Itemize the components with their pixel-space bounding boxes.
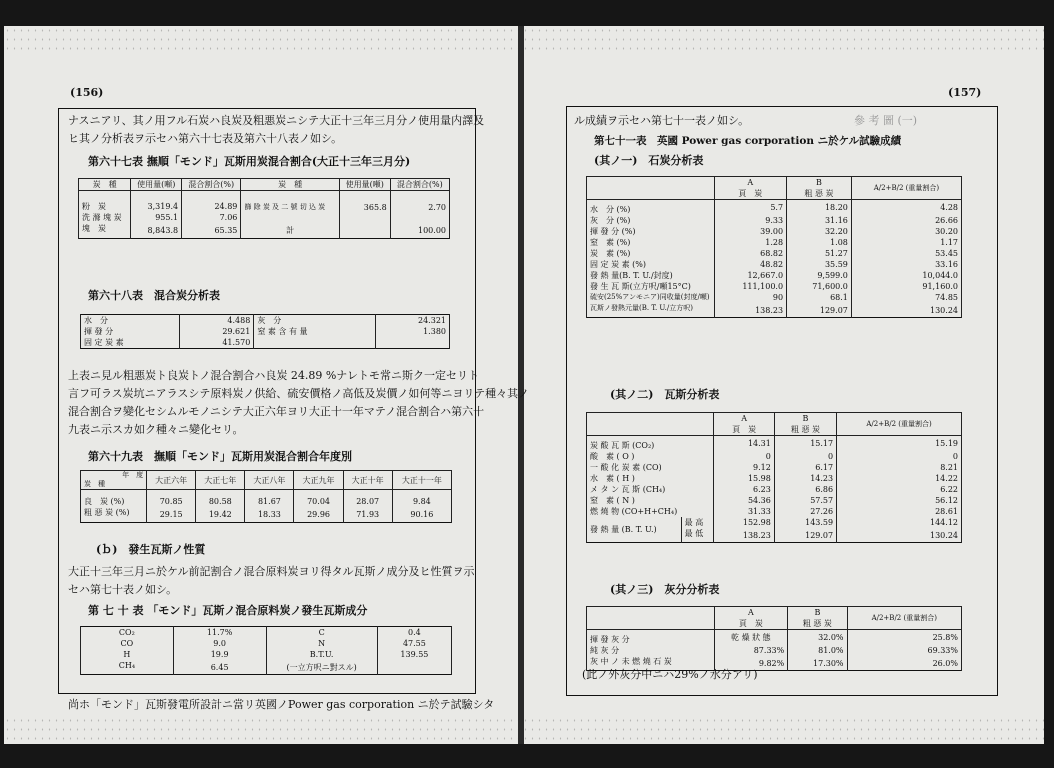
b-line-2: セハ第七十表ノ如シ。 <box>68 583 178 596</box>
t711-cell: 129.07 <box>787 303 852 318</box>
t711-label: 揮 發 分 (%) <box>587 226 715 237</box>
t711-cell: 71,600.0 <box>787 281 852 292</box>
table-69 <box>80 470 452 523</box>
t69-cell: 70.04 <box>294 490 343 508</box>
right-note: (此ノ外灰分中ニハ29%ノ水分アリ) <box>582 668 758 681</box>
t711-cell: 33.16 <box>851 259 961 270</box>
t712-header-ab: A/2+B/2 (重量割合) <box>837 413 962 436</box>
t711-cell: 138.23 <box>714 303 787 318</box>
t70-cell: N <box>266 638 377 649</box>
t712-header-b: B 粗 惡 炭 <box>774 413 836 436</box>
t712-cell: 28.61 <box>837 506 962 517</box>
t712-cell: 8.21 <box>837 462 962 473</box>
t712-heat-min-label: 最 低 <box>681 528 714 543</box>
table68-title: 第六十八表 混合炭分析表 <box>88 289 220 302</box>
t711-header-ab: A/2+B/2 (重量割合) <box>851 177 961 200</box>
t67-header: 使用量(噸) <box>131 179 182 191</box>
t711-cell: 4.28 <box>851 200 961 216</box>
t70-cell <box>377 660 451 675</box>
t711-label: 發 熱 量(B. T. U./封度) <box>587 270 715 281</box>
t70-cell: 47.55 <box>377 638 451 649</box>
t67-cell: 塊 炭 <box>79 223 131 239</box>
section-b-heading: (ｂ) 發生瓦斯ノ性質 <box>96 543 206 556</box>
t67-cell: 3,319.4 <box>131 191 182 213</box>
t713-label: 純 灰 分 <box>587 645 715 656</box>
t711-cell: 12,667.0 <box>714 270 787 281</box>
table-68 <box>80 314 450 349</box>
table71-2-title: (其ノ二) 瓦斯分析表 <box>610 388 720 401</box>
table71-3-title: (其ノ三) 灰分分析表 <box>610 583 720 596</box>
t711-cell: 31.16 <box>787 215 852 226</box>
t712-cell: 0 <box>714 451 774 462</box>
t712-label: メ タ ン 瓦 斯 (CH₄) <box>587 484 714 495</box>
right-top-line: ル成績ヲ示セハ第七十一表ノ如シ。 <box>574 114 750 127</box>
t711-header-b: B 粗 惡 炭 <box>787 177 852 200</box>
t712-heat-max-label: 最 高 <box>681 517 714 528</box>
t69-cell: 71.93 <box>343 507 392 523</box>
t712-cell: 54.36 <box>714 495 774 506</box>
t70-cell: H <box>81 649 174 660</box>
table70-title: 第 七 十 表 「モンド」瓦斯ノ混合原料炭ノ發生瓦斯成分 <box>88 604 368 617</box>
t67-cell: 100.00 <box>390 223 449 239</box>
t69-cell: 80.58 <box>196 490 245 508</box>
t711-cell: 9.33 <box>714 215 787 226</box>
t711-cell: 1.17 <box>851 237 961 248</box>
t712-cell: 6.17 <box>774 462 836 473</box>
t712-cell: 15.98 <box>714 473 774 484</box>
t68-cell: 24.321 <box>375 315 449 327</box>
t69-year: 大正九年 <box>294 471 343 490</box>
t67-cell: 365.8 <box>339 191 390 224</box>
right-top-faint: 參 考 圖 (一) <box>854 114 918 127</box>
table-70 <box>80 626 452 675</box>
t712-cell: 9.12 <box>714 462 774 473</box>
t712-cell: 143.59 <box>774 517 836 528</box>
t70-cell: 9.0 <box>173 638 266 649</box>
right-page <box>524 26 1044 744</box>
t712-cell: 129.07 <box>774 528 836 543</box>
para-line-3: 混合割合ヲ變化セシムルモノニシテ大正六年ヨリ大正十一年マテノ混合割合ハ第六十 <box>68 405 485 418</box>
t70-cell: 139.55 <box>377 649 451 660</box>
t711-cell: 1.08 <box>787 237 852 248</box>
t69-cell: 28.07 <box>343 490 392 508</box>
t69-cell: 90.16 <box>392 507 451 523</box>
t711-cell: 32.20 <box>787 226 852 237</box>
t711-label: 發 生 瓦 斯(立方呎/噸15°C) <box>587 281 715 292</box>
t711-cell: 53.45 <box>851 248 961 259</box>
t711-cell: 39.00 <box>714 226 787 237</box>
t70-cell: CO <box>81 638 174 649</box>
t68-cell: 29.621 <box>180 326 254 337</box>
t69-label: 良 炭 (%) <box>81 490 147 508</box>
table-67 <box>78 178 450 239</box>
t713-cell: 26.0% <box>847 656 961 671</box>
table71-heading: 第七十一表 英國 Power gas corporation ニ於ケル試驗成績 <box>594 135 902 147</box>
intro-line-1: ナスニアリ、其ノ用フル石炭ハ良炭及粗悪炭ニシテ大正十三年三月分ノ使用量内譯及 <box>68 114 485 127</box>
t712-cell: 15.19 <box>837 436 962 452</box>
t70-cell: CO₂ <box>81 627 174 639</box>
t69-cell: 70.85 <box>147 490 196 508</box>
right-page-number: (157) <box>948 86 982 99</box>
t712-cell: 152.98 <box>714 517 774 528</box>
t69-year: 大正八年 <box>245 471 294 490</box>
t712-cell: 27.26 <box>774 506 836 517</box>
t711-cell: 26.66 <box>851 215 961 226</box>
t711-cell: 68.82 <box>714 248 787 259</box>
table-71-3 <box>586 606 962 671</box>
t712-header-a: A 頁 炭 <box>714 413 774 436</box>
para-line-1: 上表ニ見ル粗悪炭ト良炭トノ混合割合ハ良炭 24.89 %ナレトモ常ニ斯ク一定セリト <box>68 369 480 382</box>
t69-cell: 18.33 <box>245 507 294 523</box>
t68-cell: 水 分 <box>81 315 180 327</box>
t68-cell: 4.488 <box>180 315 254 327</box>
t712-label: 燃 燒 物 (CO+H+CH₄) <box>587 506 714 517</box>
t711-cell: 35.59 <box>787 259 852 270</box>
t67-header: 使用量(噸) <box>339 179 390 191</box>
t69-cell: 19.42 <box>196 507 245 523</box>
t70-cell: 19.9 <box>173 649 266 660</box>
t711-header-blank <box>587 177 715 200</box>
t67-header: 炭 種 <box>241 179 340 191</box>
t70-cell: (一立方呎ニ對スル) <box>266 660 377 675</box>
t711-label: 炭 素 (%) <box>587 248 715 259</box>
t67-cell: 洗 滌 塊 炭 <box>79 212 131 223</box>
t69-corner-bottom: 炭 種 <box>84 480 105 488</box>
t712-header-blank <box>587 413 714 436</box>
table69-title: 第六十九表 撫順「モンド」瓦斯用炭混合割合年度別 <box>88 450 352 463</box>
t712-label: 炭 酸 瓦 斯 (CO₂) <box>587 436 714 452</box>
t67-header: 混合割合(%) <box>390 179 449 191</box>
t69-cell: 81.67 <box>245 490 294 508</box>
t713-cell: 87.33% <box>714 645 788 656</box>
t711-cell: 10,044.0 <box>851 270 961 281</box>
t711-cell: 18.20 <box>787 200 852 216</box>
t711-cell: 30.20 <box>851 226 961 237</box>
t712-cell: 130.24 <box>837 528 962 543</box>
t713-cell: 乾 燥 狀 態 <box>714 630 788 646</box>
t69-year: 大正六年 <box>147 471 196 490</box>
t67-cell: 955.1 <box>131 212 182 223</box>
t67-cell: 7.06 <box>182 212 241 223</box>
t713-cell: 81.0% <box>788 645 847 656</box>
t70-cell: 11.7% <box>173 627 266 639</box>
t713-cell: 17.30% <box>788 656 847 671</box>
t68-cell <box>375 337 449 349</box>
t70-cell: CH₄ <box>81 660 174 675</box>
t69-corner <box>81 471 147 490</box>
table71-1-title: (其ノ一) 石炭分析表 <box>594 154 704 167</box>
book-spread <box>4 26 1044 744</box>
t711-label: 固 定 炭 素 (%) <box>587 259 715 270</box>
b-line-1: 大正十三年三月ニ於ケル前記割合ノ混合原料炭ヨリ得タル瓦斯ノ成分及ヒ性質ヲ示 <box>68 565 475 578</box>
t711-cell: 130.24 <box>851 303 961 318</box>
t712-cell: 15.17 <box>774 436 836 452</box>
t67-header: 混合割合(%) <box>182 179 241 191</box>
t712-label: 窒 素 ( N ) <box>587 495 714 506</box>
t713-label: 揮 發 灰 分 <box>587 630 715 646</box>
t68-cell: 灰 分 <box>254 315 375 327</box>
t712-cell: 0 <box>837 451 962 462</box>
t69-label: 粗 惡 炭 (%) <box>81 507 147 523</box>
t712-cell: 0 <box>774 451 836 462</box>
t713-header-a: A 頁 炭 <box>714 607 788 630</box>
t69-cell: 29.96 <box>294 507 343 523</box>
t68-cell: 41.570 <box>180 337 254 349</box>
t713-header-b: B 粗 惡 炭 <box>788 607 847 630</box>
left-page-number: (156) <box>70 86 104 99</box>
t712-heat-label: 發 熱 量 (B. T. U.) <box>587 517 682 543</box>
t711-cell: 74.85 <box>851 292 961 303</box>
t67-header: 炭 種 <box>79 179 131 191</box>
t69-year: 大正十年 <box>343 471 392 490</box>
t712-cell: 14.22 <box>837 473 962 484</box>
t712-cell: 6.22 <box>837 484 962 495</box>
t712-label: 酸 素 ( O ) <box>587 451 714 462</box>
para-line-2: 言フ可ラス炭坑ニアラスシテ原料炭ノ供給、硫安價格ノ高低及炭價ノ如何等ニヨリテ種々其ノ <box>68 387 530 400</box>
t68-cell: 窒 素 含 有 量 <box>254 326 375 337</box>
t712-cell: 138.23 <box>714 528 774 543</box>
t712-label: 水 素 ( H ) <box>587 473 714 484</box>
t711-cell: 9,599.0 <box>787 270 852 281</box>
t711-cell: 90 <box>714 292 787 303</box>
t711-label: 窒 素 (%) <box>587 237 715 248</box>
left-page <box>4 26 530 744</box>
t67-cell: 計 <box>241 223 340 239</box>
t711-label: 瓦斯ノ發熱元量(B. T. U./立方呎) <box>587 303 715 318</box>
t712-cell: 14.23 <box>774 473 836 484</box>
t711-cell: 48.82 <box>714 259 787 270</box>
t712-cell: 14.31 <box>714 436 774 452</box>
t69-corner-top: 年 度 <box>122 471 144 479</box>
t712-cell: 6.23 <box>714 484 774 495</box>
t712-cell: 6.86 <box>774 484 836 495</box>
t712-cell: 57.57 <box>774 495 836 506</box>
t70-cell: 0.4 <box>377 627 451 639</box>
t711-label: 水 分 (%) <box>587 200 715 216</box>
t711-label: 灰 分 (%) <box>587 215 715 226</box>
t68-cell: 固 定 炭 素 <box>81 337 180 349</box>
t712-label: 一 酸 化 炭 素 (CO) <box>587 462 714 473</box>
left-bottom-line: 尚ホ「モンド」瓦斯發電所設計ニ當リ英國ノPower gas corporation ニ於テ試驗シタ <box>68 698 495 711</box>
t67-cell: 8,843.8 <box>131 223 182 239</box>
t712-cell: 56.12 <box>837 495 962 506</box>
table67-title: 第六十七表 撫順「モンド」瓦斯用炭混合割合(大正十三年三月分) <box>88 155 411 168</box>
intro-line-2: ヒ其ノ分析表ヲ示セハ第六十七表及第六十八表ノ如シ。 <box>68 132 343 145</box>
t68-cell: 1.380 <box>375 326 449 337</box>
t711-header-a: A 頁 炭 <box>714 177 787 200</box>
t67-cell <box>339 223 390 239</box>
t713-label: 灰 中 ノ 未 燃 燒 石 炭 <box>587 656 715 671</box>
t713-header-ab: A/2+B/2 (重量割合) <box>847 607 961 630</box>
t711-cell: 111,100.0 <box>714 281 787 292</box>
t67-cell: 篩 除 炭 及 二 號 切 込 炭 <box>241 191 340 224</box>
table-71-2 <box>586 412 962 543</box>
t713-cell: 9.82% <box>714 656 788 671</box>
t69-year: 大正七年 <box>196 471 245 490</box>
t711-cell: 68.1 <box>787 292 852 303</box>
t69-cell: 29.15 <box>147 507 196 523</box>
t711-cell: 51.27 <box>787 248 852 259</box>
t67-cell: 2.70 <box>390 191 449 224</box>
t713-cell: 25.8% <box>847 630 961 646</box>
t713-header-blank <box>587 607 715 630</box>
para-line-4: 九表ニ示スカ如ク種々ニ變化セリ。 <box>68 423 244 436</box>
t712-cell: 31.33 <box>714 506 774 517</box>
t713-cell: 69.33% <box>847 645 961 656</box>
t70-cell: B.T.U. <box>266 649 377 660</box>
t70-cell: C <box>266 627 377 639</box>
t711-label: 硫安(25%アンモニア)同收量(封度/噸) <box>587 292 715 303</box>
t712-cell: 144.12 <box>837 517 962 528</box>
t713-cell: 32.0% <box>788 630 847 646</box>
table-71-1 <box>586 176 962 318</box>
t67-cell: 粉 炭 <box>79 191 131 213</box>
t711-cell: 91,160.0 <box>851 281 961 292</box>
t68-cell: 揮 發 分 <box>81 326 180 337</box>
t68-cell <box>254 337 375 349</box>
t67-cell: 65.35 <box>182 223 241 239</box>
t70-cell: 6.45 <box>173 660 266 675</box>
t69-cell: 9.84 <box>392 490 451 508</box>
t69-year: 大正十一年 <box>392 471 451 490</box>
t711-cell: 5.7 <box>714 200 787 216</box>
t67-cell: 24.89 <box>182 191 241 213</box>
t711-cell: 1.28 <box>714 237 787 248</box>
